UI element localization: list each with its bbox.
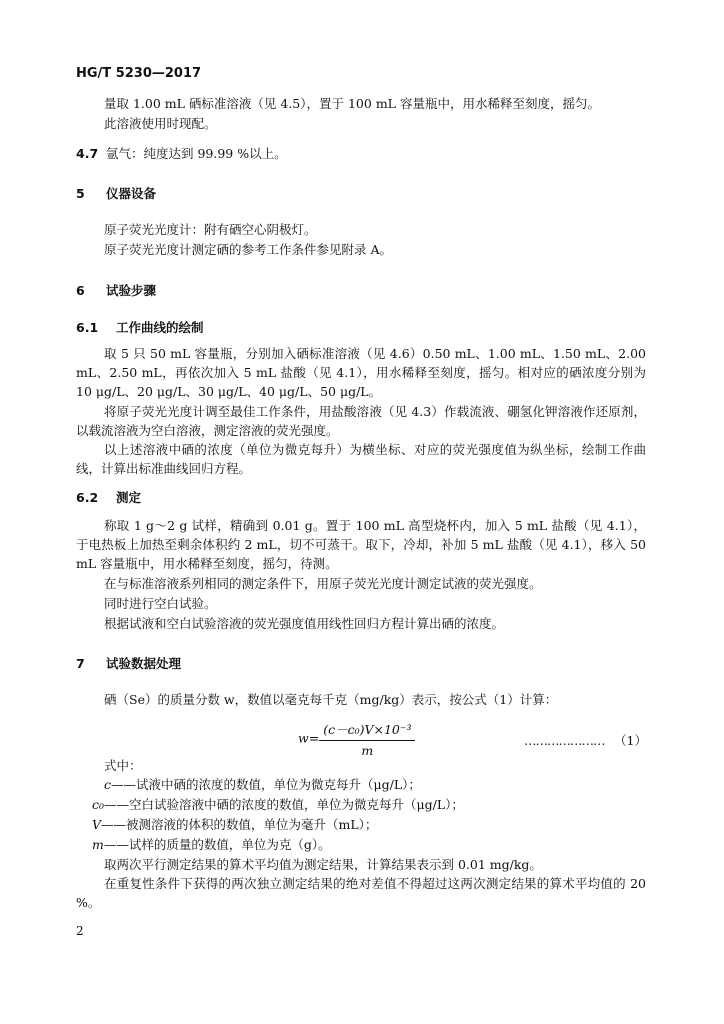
section-6-heading [76,281,156,299]
def-m [92,835,331,854]
result-precision: 取两次平行测定结果的算术平均值为测定结果，计算结果表示到 0.01 mg/kg。 [104,857,542,872]
def-c [104,775,421,794]
section-6-title: 试验步骤 [106,283,157,298]
def-c0-symbol: c₀ [92,797,105,812]
s7-intro: 硒（Se）的质量分数 w，数值以毫克每千克（mg/kg）表示，按公式（1）计算： [104,692,558,707]
clause-6-2-heading [76,488,141,506]
clause-4-7 [76,144,287,163]
clause-6-1-title: 工作曲线的绘制 [116,320,204,335]
def-m-symbol: m [92,837,104,852]
section-7-number: 7 [76,656,85,671]
where-label: 式中： [104,758,142,773]
s61-para1: 取 5 只 50 mL 容量瓶，分别加入硒标准溶液（见 4.6）0.50 mL、1.00 mL、1.50 mL、2.00 mL、2.50 mL，再依次加入 5 mL 盐酸（见 4.1），用水稀释至刻度，摇匀。相对应的硒浓度分别为 10 μg/L、20 μg/L、30 μg/L、40 μg/L、50 μg/L。 [76,346,646,399]
def-V-text: ——被测溶液的体积的数值，单位为毫升（mL）； [101,817,378,832]
section-6-number: 6 [76,283,85,298]
s62-line4: 根据试液和空白试验溶液的荧光强度值用线性回归方程计算出硒的浓度。 [104,616,505,631]
formula-lhs: w [298,730,309,746]
def-c0 [92,795,464,814]
def-c-symbol: c [104,777,112,792]
def-m-text: ——试样的质量的数值，单位为克（g）。 [103,837,331,852]
section-7-heading [76,654,181,672]
s61-para2: 将原子荧光光度计调至最佳工作条件，用盐酸溶液（见 4.3）作载流液、硼氢化钾溶液作还原剂，以载流溶液为空白溶液，测定溶液的荧光强度。 [76,404,646,438]
formula-numerator: (c－c₀)V×10⁻³ [319,720,415,741]
standard-code-header: HG/T 5230—2017 [76,66,202,81]
def-V-symbol: V [92,817,102,832]
s62-line3: 同时进行空白试验。 [104,596,217,611]
clause-6-1-heading [76,318,204,336]
clause-6-1-number: 6.1 [76,320,99,335]
formula-fraction [319,720,415,758]
formula-label: （1） [614,733,647,748]
section-5-number: 5 [76,186,85,201]
repeatability-requirement: 在重复性条件下获得的两次独立测定结果的绝对差值不得超过这两次测定结果的算术平均值的 20 %。 [76,876,646,910]
clause-4-7-text: 氩气：纯度达到 99.99 %以上。 [106,146,287,161]
section-5-title: 仪器设备 [106,186,157,201]
page-number: 2 [76,924,84,938]
formula-denominator: m [361,743,374,758]
clause-6-2-number: 6.2 [76,490,99,505]
s61-para3: 以上述溶液中硒的浓度（单位为微克每升）为横坐标、对应的荧光强度值为纵坐标，绘制工作曲线，计算出标准曲线回归方程。 [76,442,646,476]
formula-equals: = [308,730,320,746]
def-c0-text: ——空白试验溶液中硒的浓度的数值，单位为微克每升（μg/L）； [104,797,464,812]
section-5-heading [76,184,156,202]
s62-line2: 在与标准溶液系列相同的测定条件下，用原子荧光光度计测定试液的荧光强度。 [104,576,542,591]
s5-line2: 原子荧光光度计测定硒的参考工作条件参见附录 A。 [104,242,393,257]
def-c-text: ——试液中硒的浓度的数值，单位为微克每升（μg/L）； [111,777,421,792]
clause-6-2-title: 测定 [116,490,142,505]
s45-line2: 此溶液使用时现配。 [104,116,217,131]
formula-1 [298,720,415,758]
s45-line1: 量取 1.00 mL 硒标准溶液（见 4.5），置于 100 mL 容量瓶中，用水稀释至刻度，摇匀。 [104,96,600,111]
clause-4-7-number: 4.7 [76,146,99,161]
section-7-title: 试验数据处理 [106,656,182,671]
s62-para1: 称取 1 g～2 g 试样，精确到 0.01 g。置于 100 mL 高型烧杯内，加入 5 mL 盐酸（见 4.1），于电热板上加热至剩余体积约 2 mL，切不可蒸干。取下，冷却，补加 5 mL 盐酸（见 4.1），移入 50 mL 容量瓶中，用水稀释至刻度，摇匀，待测。 [76,518,646,571]
formula-leader: ………………… [524,733,605,748]
def-V [92,815,377,834]
s5-line1: 原子荧光光度计：附有硒空心阴极灯。 [104,222,317,237]
